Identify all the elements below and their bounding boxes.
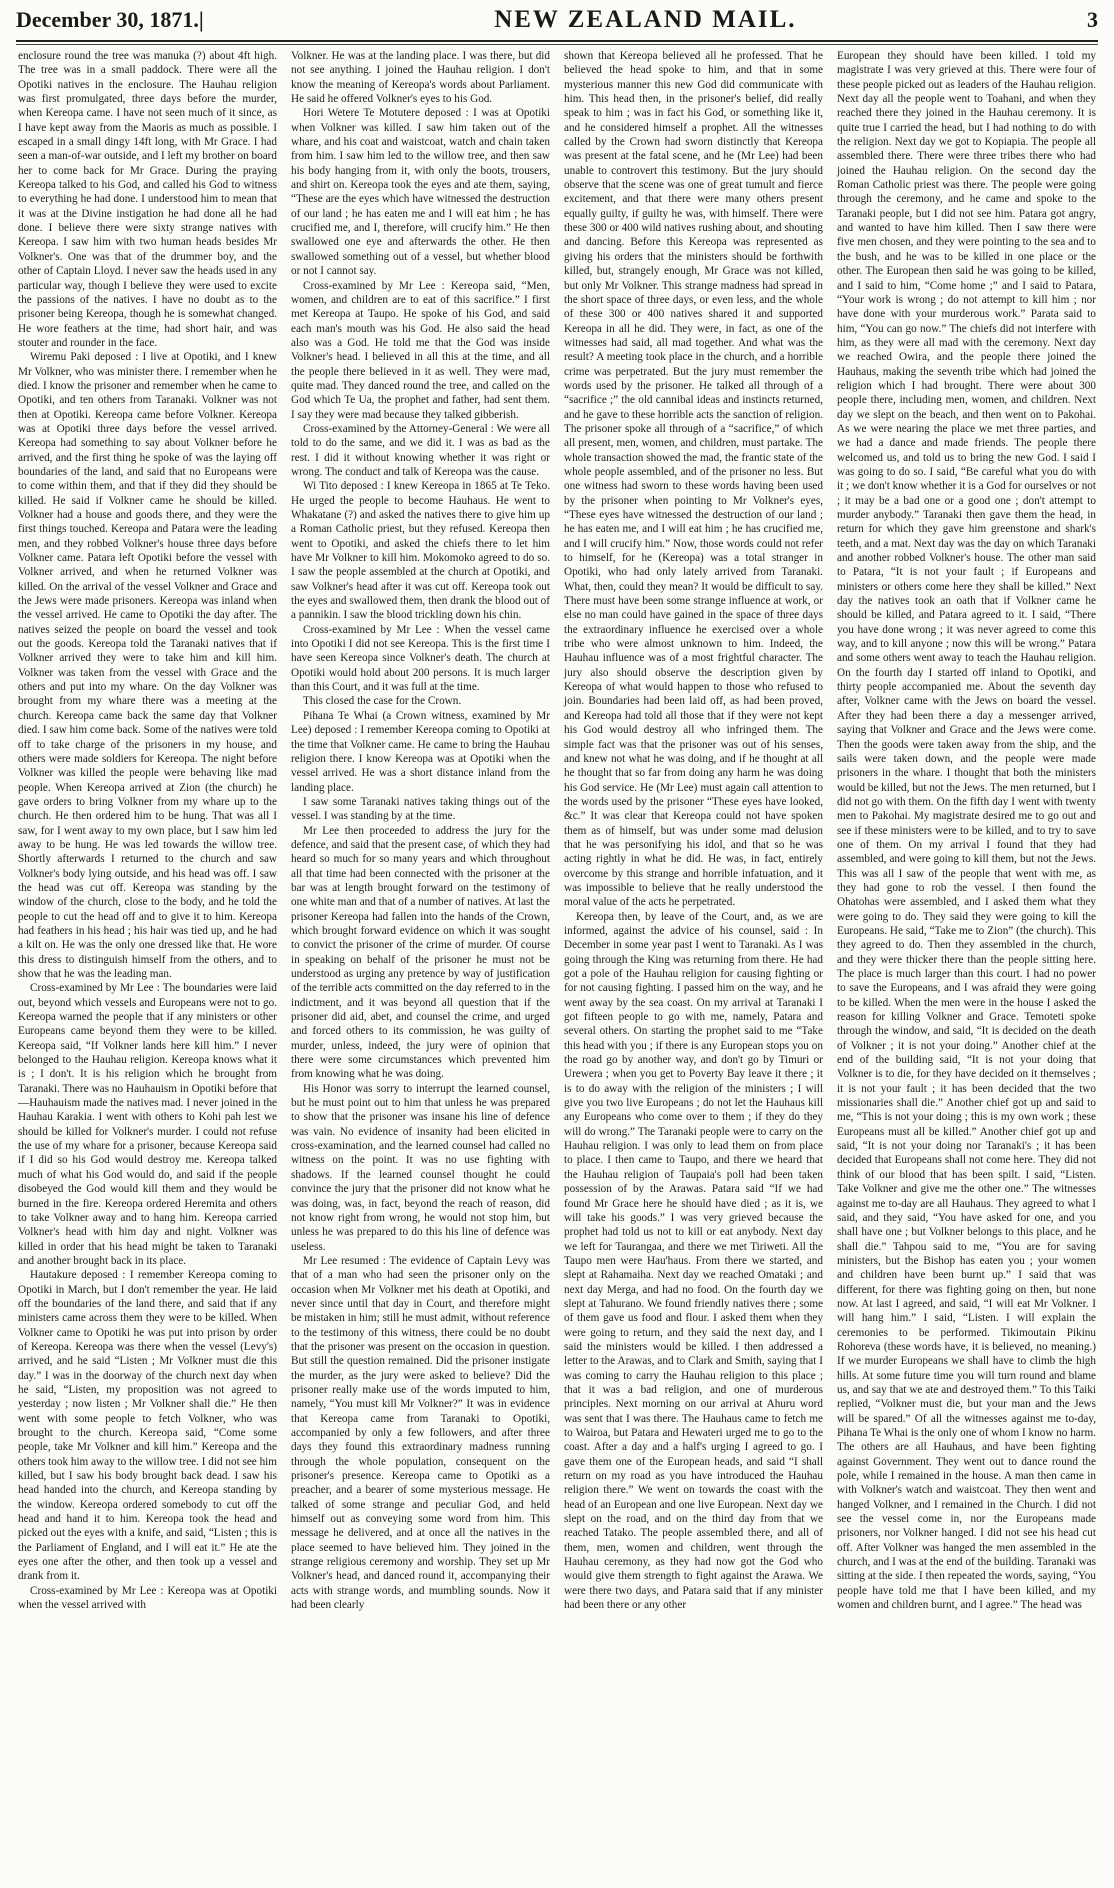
article-paragraph: Cross-examined by Mr Lee : The boundaries were laid out, beyond which vessels and Europeans were not to go. Kereopa warned the people that if any ministers or other Europeans came beyond them they were to be killed. Kereopa said, “If Volkner lands here kill him.” I never belonged to the Hauhau religion. Kereopa knows what it is ; I don't. It is his religion which he brought from Taranaki. There was no Hauhauism in Opotiki before that—Hauhauism made the natives mad. I never joined in the Hauhau Karakia. I went with others to Kohi pah lest we should be killed for Volkner's murder. I could not refuse the use of my whare for a prisoner, because Kereopa said if I did so his God would destroy me. Kereopa talked much of what his God would do, and said if the people disobeyed the God would kill them and they would be burned in the fire. Kereopa ordered Heremita and others to take Volkner away and to hang him. Kereopa carried Volkner's head with him day and night. Volkner was killed in order that his head might be taken to Taranaki and another brought back in its place. [18, 982, 277, 1267]
article-paragraph: European they should have been killed. I told my magistrate I was very grieved at this. There were four of these people picked out as leaders of the Hauhau religion. Next day all the people went to Toahani, and when they reached there they joined in the Hauhau ceremony. It is quite true I carried the head, but I had nothing to do with the religion. Next day we got to Kopiapia. The people all assembled there. There were three tribes there who had joined the Hauhau religion. On the second day the Roman Catholic priest was there. The people were going through the ceremony, and he came and spoke to the Taranaki people, but I did not see him. Patara got angry, and wanted to have him killed. Then I saw there were five men chosen, and they were pointing to the sea and to the bush, and he was to be killed in one place or the other. The European then said he was going to be killed, and I said to him, “Come home ;” and I said to Patara, “Your work is wrong ; do not attempt to kill him ; nor have done with your murderous work.” Parata said to him, “You can go now.” The chiefs did not interfere with him, as they were all mad with the ceremony. Next day we reached Owira, and the people there joined the Hauhaus, making the seventh tribe which had joined the religion which I had brought. There were about 300 people there, including men, women, and children. Next day we slept on the beach, and then went on to Pakohai. As we were nearing the place we met three parties, and we had a dance and made friends. The people there welcomed us, and told us to bring the new God. I said I was going to do so. I said, “Be careful what you do with it ; we don't know whether it is a God for ourselves or not ; it may be a bad one or a good one ; don't attempt to murder anybody.” Taranaki then gave them the head, in return for which they gave him greenstone and shark's teeth, and a mat. Next day was the day on which Taranaki and another robbed Volkner's house. The other man said to Patara, “It is not your fault ; if Europeans and ministers or others come here they shall be killed.” Next day the natives took an oath that if Volkner came he should be killed, and Patara agreed to it. I said, “There you have done wrong ; it was never agreed to come this way, and to kill anyone ; now this will be wrong.” Patara and some others went away to teach the Hauhau religion. On the fourth day I started off inland to Opotiki, and thirty people accompanied me. About the seventh day after, Volkner came with the Jews on board the vessel. After they had been there a day a messenger arrived, saying that Volkner and Grace and the Jews were come. Then the goods were taken away from the ship, and the sails were taken down, and the people were made prisoners in the whare. I thought that both the ministers would be killed, but not the Jews. The men returned, but I did not go with them. On the fifth day I went with twenty men to Pakohai. My magistrate desired me to go out and see if these ministers were to be killed, and to try to save one of them. On my arrival I found that they had assembled, and were going to kill them, but not the Jews. This was all I saw of the people that went with me, as they had gone to rob the vessel. I then found the Ohatohas were assembled, and I asked them what they were going to do. They said they were going to kill the Europeans. He said, “Take me to Zion” (the church). This they agreed to do. Then they assembled in the church, and they were thicker there than the people sitting here. The place is much larger than this court. I had no power to save the Europeans, and I was afraid they were going to be killed. When the men were in the house I asked the reason for killing Volkner and Grace. Temoteti spoke through the window, and said, “It is decided on the death of Volkner ; it is not your doing.” Another chief at the end of the building said, “It is not your doing that Volkner is to die, for they have decided on it themselves ; it is not your fault ; it has been decided that the two missionaries shall die.” Another chief got up and said to me, “This is not your doing ; this is my own work ; these Europeans must all be killed.” Another chief got up and said, “It is not your doing nor Taranaki's ; it has been decided that Europeans shall not come here. They did not think of our blood that has been spilt. I said, “Listen. Take Volkner and give me the other one.” The witnesses against me to-day are all Hauhaus. They agreed to what I said, and they said, “You have asked for one, and you shall have one ; but Volkner belongs to this place, and he shall die.” Tahpou said to me, “You are for saving ministers, but the Bishop has eaten you ; your women and children have been burnt up.” I said that was different, for there was fighting going on then, but none now. At last I agreed, and said, “I will eat Mr Volkner. I will hang him.” I said, “Listen. I will explain the ceremonies to be performed. Tikimoutain Pikinu Rohoreva (these words have, it is believed, no meaning.) If we murder Europeans we shall have to climb the high hills. At some future time you will turn round and blame us, and say that we ate and destroyed them.” To this Taiki replied, “Volkner must die, but your man and the Jews will be spared.” Of all the witnesses against me to-day, Pihana Te Whai is the only one of whom I know no harm. The others are all Hauhaus, and have been fighting against Government. They went out to dance round the pole, while I remained in the house. A man then came in with Volkner's watch and waistcoat. They then went and hanged Volkner, and I remained in the Church. I did not see the vessel come in, nor the Europeans made prisoners, nor Volkner hanged. I did not see his head cut off. After Volkner was hanged the men assembled in the church, and I was at the end of the building. Taranaki was sitting at the side. I then repeated the words, saying, “You people have told me that I have been killed, and my women and children burnt, and I agree.” The head was [837, 50, 1096, 1612]
article-paragraph: Pihana Te Whai (a Crown witness, examined by Mr Lee) deposed : I remember Kereopa coming to Opotiki at the time that Volkner came. He came to bring the Hauhau religion there. I know Kereopa was at Opotiki when the vessel arrived. He was a short distance inland from the landing place. [291, 709, 550, 794]
article-paragraph: Cross-examined by Mr Lee : Kereopa was at Opotiki when the vessel arrived with [18, 1584, 277, 1612]
article-paragraph: Wi Tito deposed : I knew Kereopa in 1865 at Te Teko. He urged the people to become Hauhaus. He went to Whakatane (?) and asked the natives there to give him up a Roman Catholic priest, but they refused. Kereopa then went to Opotiki, and asked the chiefs there to let him have Mr Volkner to kill him. Mokomoko agreed to do so. I saw the people assembled at the church at Opotiki, and saw Volkner's head after it was cut off. Kereopa took out the eyes and swallowed them, then drank the blood out of a pannikin. I saw the blood trickling down his chin. [291, 480, 550, 622]
article-paragraph: Mr Lee then proceeded to address the jury for the defence, and said that the present case, of which they had heard so much for so many years and which throughout all that time had been connected with the prisoner at the bar was at length brought forward on the testimony of one white man and that of a number of natives. At last the prisoner Kereopa had fallen into the hands of the Crown, which brought forward evidence on which it was sought to convict the prisoner of the crime of murder. Of course in speaking on behalf of the prisoner he must not be understood as urging any pretence by way of justification of the terrible acts committed on the day referred to in the indictment, and it was beyond all question that if the prisoner did aid, abet, and counsel the crime, and urged and forced others to its commission, he was guilty of murder, unless, indeed, the jury were of opinion that there were some circumstances which prevented him from knowing what he was doing. [291, 824, 550, 1081]
article-paragraph: enclosure round the tree was manuka (?) about 4ft high. The tree was in a small paddock. There were all the Opotiki natives in the enclosure. The Hauhau religion was first promulgated, three days before the murder, when Kereopa came. I have not seen much of it since, as I have kept away from the Maoris as much as possible. I escaped in a small dingy 14ft long, with Mr Grace. I had seen a man-of-war outside, and I left my brother on board her to come back for Mr Grace. During the praying Kereopa talked to his God, and called his God to witness to everything he had done. I understood him to mean that it was at the Divine instigation he had done all he had done. I believe there were sixty strange natives with Kereopa. I saw him with two human heads besides Mr Volkner's. One was that of the drummer boy, and the other of Captain Lloyd. I never saw the heads used in any particular way, though I believe they were used to excite the passions of the natives. I have no doubt as to the prisoner being Kereopa, though he is somewhat changed. He wore feathers at the time, had short hair, and was stouter and rounder in the face. [18, 50, 277, 349]
article-paragraph: shown that Kereopa believed all he professed. That he believed the head spoke to him, and that in some mysterious manner this new God did communicate with him. This head then, in the prisoner's belief, did really speak to him ; was in fact his God, or something like it, and he considered himself a prophet. All the witnesses called by the Crown had sworn distinctly that Kereopa was present at the fatal scene, and he (Mr Lee) had been unable to controvert this testimony. But the jury should observe that the scene was one of great tumult and fierce excitement, and that there were many others present equally guilty, if guilty he was, with himself. There were these 300 or 400 wild natives rushing about, and shouting and dancing. Before this Kereopa was represented as giving his orders that the ministers should be forthwith killed, but, strangely enough, Mr Grace was not killed, but only Mr Volkner. This strange madness had spread in the short space of three days, or even less, and the whole of these 300 or 400 natives shared it and supported Kereopa in all he did. They were, in fact, as one of the witnesses had said, all mad together. And what was the result? A meeting took place in the church, and a horrible crime was perpetrated. But the jury must remember the words used by the prisoner. He talked all through of a “sacrifice ;” the old cannibal ideas and instincts returned, and he gave to these horrible acts the sanction of religion. The prisoner spoke all through of a “sacrifice,” of which all present, men, women, and children, must partake. The whole transaction showed the mad, the frantic state of the whole people assembled, and of the prisoner no less. But one witness had sworn to these words having been used by the prisoner when pointing to Mr Volkner's eyes, “These eyes have witnessed the destruction of our land ; he has eaten me, and I will eat him ; he has crucified me, and I will crucify him.” Now, those words could not refer to himself, for he (Kereopa) was a total stranger in Opotiki, who had only lately arrived from Taranaki. What, then, could they mean? It would be difficult to say. There must have been some strange influence at work, or else no man could have gained in the space of three days the extraordinary influence he exercised over a whole tribe who were almost unknown to him. Indeed, the Hauhau influence was of a most frightful character. The jury also should observe the description given by Kereopa of what would happen to those who refused to join. Boundaries had been laid off, as had been proved, and Kereopa had told all those that if they were not kept his God would destroy all who infringed them. The simple fact was that the prisoner was out of his senses, and knew not what he was doing, and if he thought at all he thought that so far from doing any harm he was doing his God service. He (Mr Lee) must again call attention to the words used by the prisoner “These eyes have looked, &c.” It was clear that Kereopa could not have spoken them as of himself, but was under some mad delusion that he was personifying his idol, and that so he was acting rightly in what he did. He was, in fact, entirely overcome by this strange and horrible infatuation, and it was impossible to believe that he really understood the moral value of the acts he perpetrated. [564, 50, 823, 909]
article-paragraph: Mr Lee resumed : The evidence of Captain Levy was that of a man who had seen the prisoner only on the occasion when Mr Volkner met his death at Opotiki, and never since until that day in Court, and therefore might be mistaken in him; still he must admit, without reference to the testimony of this witness, there could be no doubt that the prisoner was present on the occasion in question. But still the question remained. Did the prisoner instigate the murder, as the jury were asked to believe? Did the prisoner really make use of the words imputed to him, namely, “You must kill Mr Volkner?” It was in evidence that Kereopa came from Taranaki to Opotiki, accompanied by only a few followers, and after three days they found this extraordinary madness running through the whole population, consequent on the prisoner's presence. Kereopa came to Opotiki as a preacher, and a bearer of some mysterious message. He talked of some strange and peculiar God, and held himself out as conveying some word from him. This message he delivered, and at once all the natives in the place seemed to have believed him. They joined in the strange religious ceremony and worship. They set up Mr Volkner's head, and danced round it, accompanying their acts with strange words, and mumbling sounds. Now it had been clearly [291, 1254, 550, 1612]
masthead [16, 6, 1098, 42]
article-paragraph: Hautakure deposed : I remember Kereopa coming to Opotiki in March, but I don't remember the year. He laid off the boundaries of the land there, and said that if any ministers came across them they were to be killed. When Volkner came to Opotiki he was put into prison by order of Kereopa. Kereopa was there when the vessel (Levy's) arrived, and he said “Listen ; Mr Volkner must die this day.” I was in the doorway of the church next day when he said, “Listen, my proposition was not agreed to yesterday ; now listen ; Mr Volkner shall die.” He then went with some people to fetch Volkner, who was brought to the church. Kereopa said, “Come some people, take Mr Volkner and kill him.” Kereopa and the others took him away to the willow tree. I did not see him killed, but I saw his body brought back dead. I saw his head handed into the church, and Kereopa standing by the window. Kereopa ordered somebody to cut off the head and hand it to him. Kereopa took the head and picked out the eyes with a knife, and said, “Listen ; this is the Parliament of England, and I will eat it.” He ate the eyes one after the other, and then took up a vessel and drank from it. [18, 1269, 277, 1583]
article-paragraph: Wiremu Paki deposed : I live at Opotiki, and I knew Mr Volkner, who was minister there. I remember when he died. I know the prisoner and remember when he came to Opotiki, and ten others from Taranaki. Volkner was not then at Opotiki. Kereopa came before Volkner. Kereopa was at Opotiki three days before the vessel arrived. Kereopa had something to say about Volkner before he arrived, and the first thing he spoke of was the laying off boundaries of the land, and said that no Europeans were to come within them, and that if they did they should be killed. He said if Volkner came he should be killed. Volkner had a house and goods there, and they were the first things touched. Kereopa and Patara were the leading men, and they robbed Volkner's house three days before Volkner came. Patara left Opotiki before the vessel with Volkner arrived, and when he returned Volkner was killed. On the arrival of the vessel Volkner and Grace and the Jews were made prisoners. Kereopa was inland when the vessel arrived. He came to Opotiki the day after. The natives seized the people on board the vessel and took out the goods. Kereopa told the Taranaki natives that if Volkner arrived they were to take him and kill him. Volkner was taken from the vessel with Grace and the others and put into my whare. On the day Volkner was brought from my whare there was a meeting at the church. Kereopa came back the same day that Volkner died. I saw him come back. Some of the natives were told off to take charge of the prisoners in my house, and others were made soldiers for Kereopa. The night before Volkner was killed the people were behaving like mad people. When Kereopa arrived at Zion (the church) he gave orders to bring Volkner from my whare up to the church. He then ordered him to be hung. That was all I saw, for I went away to my own place, but I saw him led away to be hung. He was led towards the willow tree. Shortly afterwards I returned to the church and saw Volkner's body lying outside, and his head was off. I saw the head was cut off. Kereopa was standing by the window of the church, close to the body, and he told the people to cut the head off and to give it to him. Kereopa had feathers in his head ; his hair was tied up, and he had a kilt on. He was the only one dressed like that. He wore this dress to distinguish himself from the others, and to show that he was the leading man. [18, 351, 277, 980]
article-paragraph: Volkner. He was at the landing place. I was there, but did not see anything. I joined the Hauhau religion. I don't know the meaning of Kereopa's words about Parliament. He said he offered Volkner's eyes to his God. [291, 50, 550, 106]
article-paragraph: Hori Wetere Te Motutere deposed : I was at Opotiki when Volkner was killed. I saw him taken out of the whare, and his coat and waistcoat, watch and chain taken from him. I saw him led to the willow tree, and then saw his body hanging from it, with only the boots, trousers, and shirt on. Kereopa took the eyes and ate them, saying, “These are the eyes which have witnessed the destruction of our land ; he has eaten me and I will eat him ; he has crucified me, and I, therefore, will crucify him.” He then swallowed one eye and afterwards the other. He then swallowed something out of a vessel, but whether blood or not I cannot say. [291, 107, 550, 278]
masthead-rule [16, 44, 1098, 45]
newspaper-title: NEW ZEALAND MAIL. [494, 6, 797, 33]
article-paragraph: This closed the case for the Crown. [303, 695, 462, 708]
issue-date: December 30, 1871.| [16, 7, 204, 32]
article-paragraph: Kereopa then, by leave of the Court, and, as we are informed, against the advice of his counsel, said : In December in some year past I went to Taranaki. As I was going through the King was returning from there. He had got a pole of the Hauhau religion for causing fighting or for not causing fighting. I passed him on the way, and he went away by the sea coast. On my arrival at Taranaki I got fifteen people to go with me, namely, Patara and several others. On starting the prophet said to me “Take this head with you ; if there is any European stops you on the road go by another way, and don't go by Timuri or Urewera ; when you get to Poverty Bay leave it there ; it is to do away with the religion of the ministers ; I will give you two live Europeans ; do not let the Hauhaus kill any Europeans who come over to them ; if they do they will do wrong.” The Taranaki people were to carry on the Hauhau religion. I was only to lead them on from place to place. I then came to Taupo, and there we heard that the Hauhau religion of Taupaia's poll had been taken possession of by the Arawas. Patara said “If we had found Mr Grace here he should have died ; as it is, we will take his goods.” I was very grieved because the prophet had told us not to kill or eat anybody. Next day we left for Taurangaa, and there we met Tiriweti. All the Taupo men were Hau'haus. From there we started, and slept at Rahamaiha. Next day we reached Omataki ; and next day Merga, and had no food. On the fourth day we slept at Tahurano. We found friendly natives there ; some of them gave us food and flour. I asked them when they were going to return, and they said the next day, and I said the ministers would be killed. I then addressed a letter to the Arawas, and to Clark and Smith, saying that I was coming to carry the Hauhau religion to this place ; that it was a bad religion, and one of murderous principles. Next morning on our arrival at Ahuru word was sent that I was there. The Hauhaus came to fetch me to Wairoa, but Patara and Hewateri urged me to go to the coast. After a day and a half's urging I agreed to go. I gave them one of the European heads, and said “I shall return on my road as you have introduced the Hauhau religion there.” We went on towards the coast with the head of an European and one live European. Next day we slept on the road, and on the third day from that we reached Tatako. The people assembled there, and all of them, men, women and children, went through the Hauhau ceremony, as they had now got the God who would give them strength to fight against the Arawa. We were there two days, and Patara said that if any minister had been there or any other [564, 910, 823, 1612]
column-2 [289, 49, 552, 1887]
article-paragraph: I saw some Taranaki natives taking things out of the vessel. I was standing by at the time. [291, 795, 550, 823]
column-1 [16, 49, 279, 1887]
column-3 [562, 49, 825, 1887]
article-paragraph: Cross-examined by Mr Lee : When the vessel came into Opotiki I did not see Kereopa. This is the first time I have seen Kereopa since Volkner's death. The church at Opotiki would hold about 200 persons. It is much larger than this Court, and it was full at the time. [291, 623, 550, 694]
text-columns [16, 49, 1098, 1887]
article-paragraph: Cross-examined by the Attorney-General : We were all told to do the same, and we did it. I was as bad as the rest. I did it without knowing whether it was right or wrong. The conduct and talk of Kereopa was the cause. [291, 422, 550, 478]
article-paragraph: His Honor was sorry to interrupt the learned counsel, but he must point out to him that unless he was prepared to show that the prisoner was insane his line of defence was vain. No evidence of insanity had been elicited in cross-examination, and the learned counsel had called no witness on the point. It was no use fighting with shadows. If the learned counsel thought he could convince the jury that the prisoner did not know what he was doing, was, in fact, beyond the reach of reason, did not know right from wrong, he would not stop him, but unless he was prepared to do this his line of defence was useless. [291, 1082, 550, 1253]
article-paragraph: Cross-examined by Mr Lee : Kereopa said, “Men, women, and children are to eat of this sacrifice.” I first met Kereopa at Taupo. He spoke of his God, and said each man's mouth was his God. He also said the head also was a God. He told me that the God was inside Volkner's head. I believed in all this at the time, and all the people there believed in it as well. They were mad, quite mad. They danced round the tree, and called on the God which Te Ua, the prophet and father, had sent them. I say they were mad because they talked gibberish. [291, 279, 550, 421]
column-4 [835, 49, 1098, 1887]
page-number: 3 [1087, 7, 1098, 32]
